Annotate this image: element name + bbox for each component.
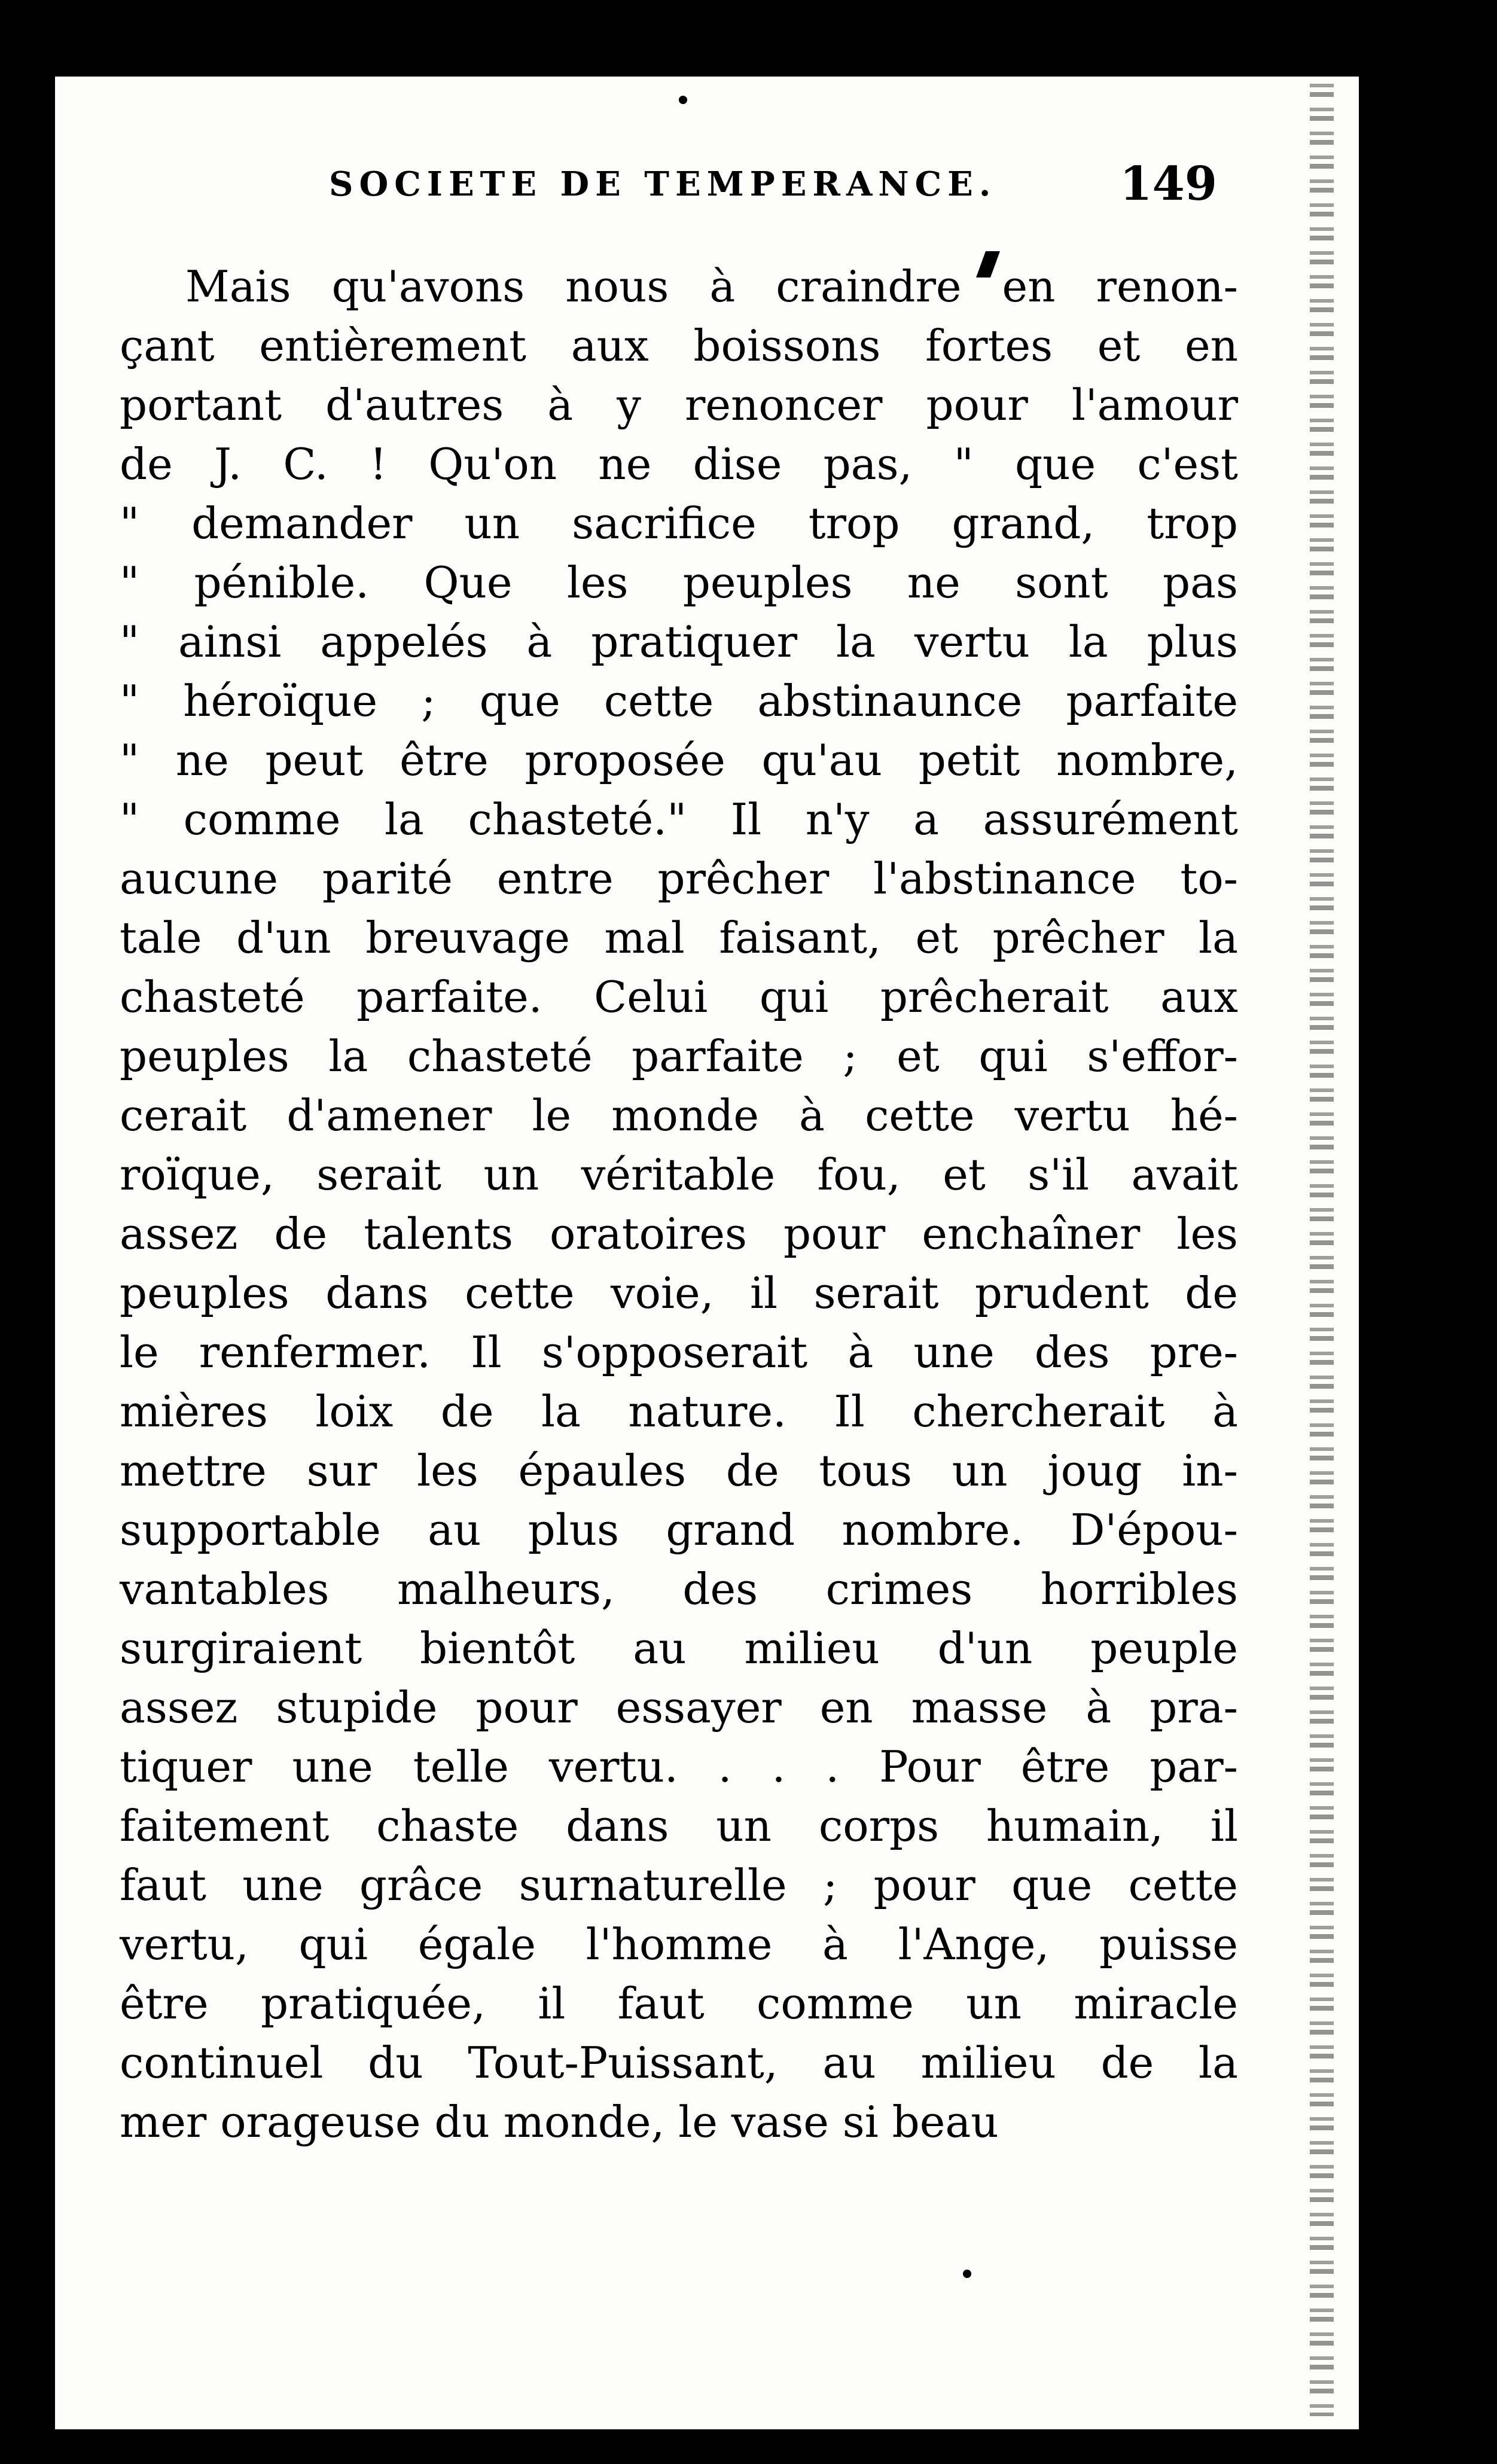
text-line: " héroïque ; que cette abstinaunce parfaite bbox=[120, 676, 1238, 726]
page-number: 149 bbox=[1120, 157, 1217, 211]
running-head bbox=[81, 108, 1217, 211]
running-head-title: SOCIETE DE TEMPERANCE. bbox=[329, 164, 997, 204]
text-line: Mais qu'avons nous à craindre en renon- bbox=[185, 261, 1238, 312]
text-line: mettre sur les épaules de tous un joug in- bbox=[120, 1446, 1238, 1496]
text-line: supportable au plus grand nombre. D'épou- bbox=[120, 1505, 1238, 1555]
text-line: roïque, serait un véritable fou, et s'il avait bbox=[120, 1149, 1238, 1200]
text-line: de J. C. ! Qu'on ne dise pas, " que c'est bbox=[120, 439, 1238, 489]
ink-speck bbox=[963, 2270, 971, 2278]
page-edge-bleed bbox=[1310, 84, 1334, 2416]
text-line: mer orageuse du monde, le vase si beau bbox=[120, 2097, 999, 2147]
text-line: " comme la chasteté." Il n'y a assurément bbox=[120, 794, 1238, 844]
text-line: " pénible. Que les peuples ne sont pas bbox=[120, 557, 1238, 608]
text-line: vantables malheurs, des crimes horribles bbox=[120, 1564, 1238, 1614]
text-line: " demander un sacrifice trop grand, trop bbox=[120, 498, 1238, 548]
text-line: mières loix de la nature. Il chercherait à bbox=[120, 1386, 1238, 1437]
text-line: peuples la chasteté parfaite ; et qui s'effor- bbox=[120, 1031, 1238, 1081]
text-line: assez stupide pour essayer en masse à pra- bbox=[120, 1682, 1238, 1733]
text-line: faut une grâce surnaturelle ; pour que cette bbox=[120, 1860, 1238, 1910]
text-line: portant d'autres à y renoncer pour l'amour bbox=[120, 380, 1238, 430]
text-line: faitement chaste dans un corps humain, il bbox=[120, 1801, 1238, 1851]
text-line: aucune parité entre prêcher l'abstinance to- bbox=[120, 853, 1238, 904]
text-line: continuel du Tout-Puissant, au milieu de la bbox=[120, 2038, 1238, 2088]
text-line: assez de talents oratoires pour enchaîner les bbox=[120, 1209, 1238, 1259]
text-line: tale d'un breuvage mal faisant, et prêcher la bbox=[120, 913, 1238, 963]
text-line: surgiraient bientôt au milieu d'un peuple bbox=[120, 1623, 1238, 1673]
text-line: être pratiquée, il faut comme un miracle bbox=[120, 1978, 1238, 2029]
text-line: chasteté parfaite. Celui qui prêcherait aux bbox=[120, 972, 1238, 1022]
text-line: peuples dans cette voie, il serait prudent de bbox=[120, 1268, 1238, 1318]
body-text bbox=[120, 257, 1238, 2152]
text-line: le renfermer. Il s'opposerait à une des pre- bbox=[120, 1327, 1238, 1377]
text-line: çant entièrement aux boissons fortes et en bbox=[120, 321, 1238, 371]
text-line: cerait d'amener le monde à cette vertu hé- bbox=[120, 1090, 1238, 1140]
text-line: " ne peut être proposée qu'au petit nombre, bbox=[120, 735, 1238, 785]
text-line: " ainsi appelés à pratiquer la vertu la plus bbox=[120, 617, 1238, 667]
text-line: vertu, qui égale l'homme à l'Ange, puisse bbox=[120, 1919, 1238, 1969]
ink-speck bbox=[679, 96, 687, 104]
text-line: tiquer une telle vertu. . . . Pour être par- bbox=[120, 1742, 1238, 1792]
